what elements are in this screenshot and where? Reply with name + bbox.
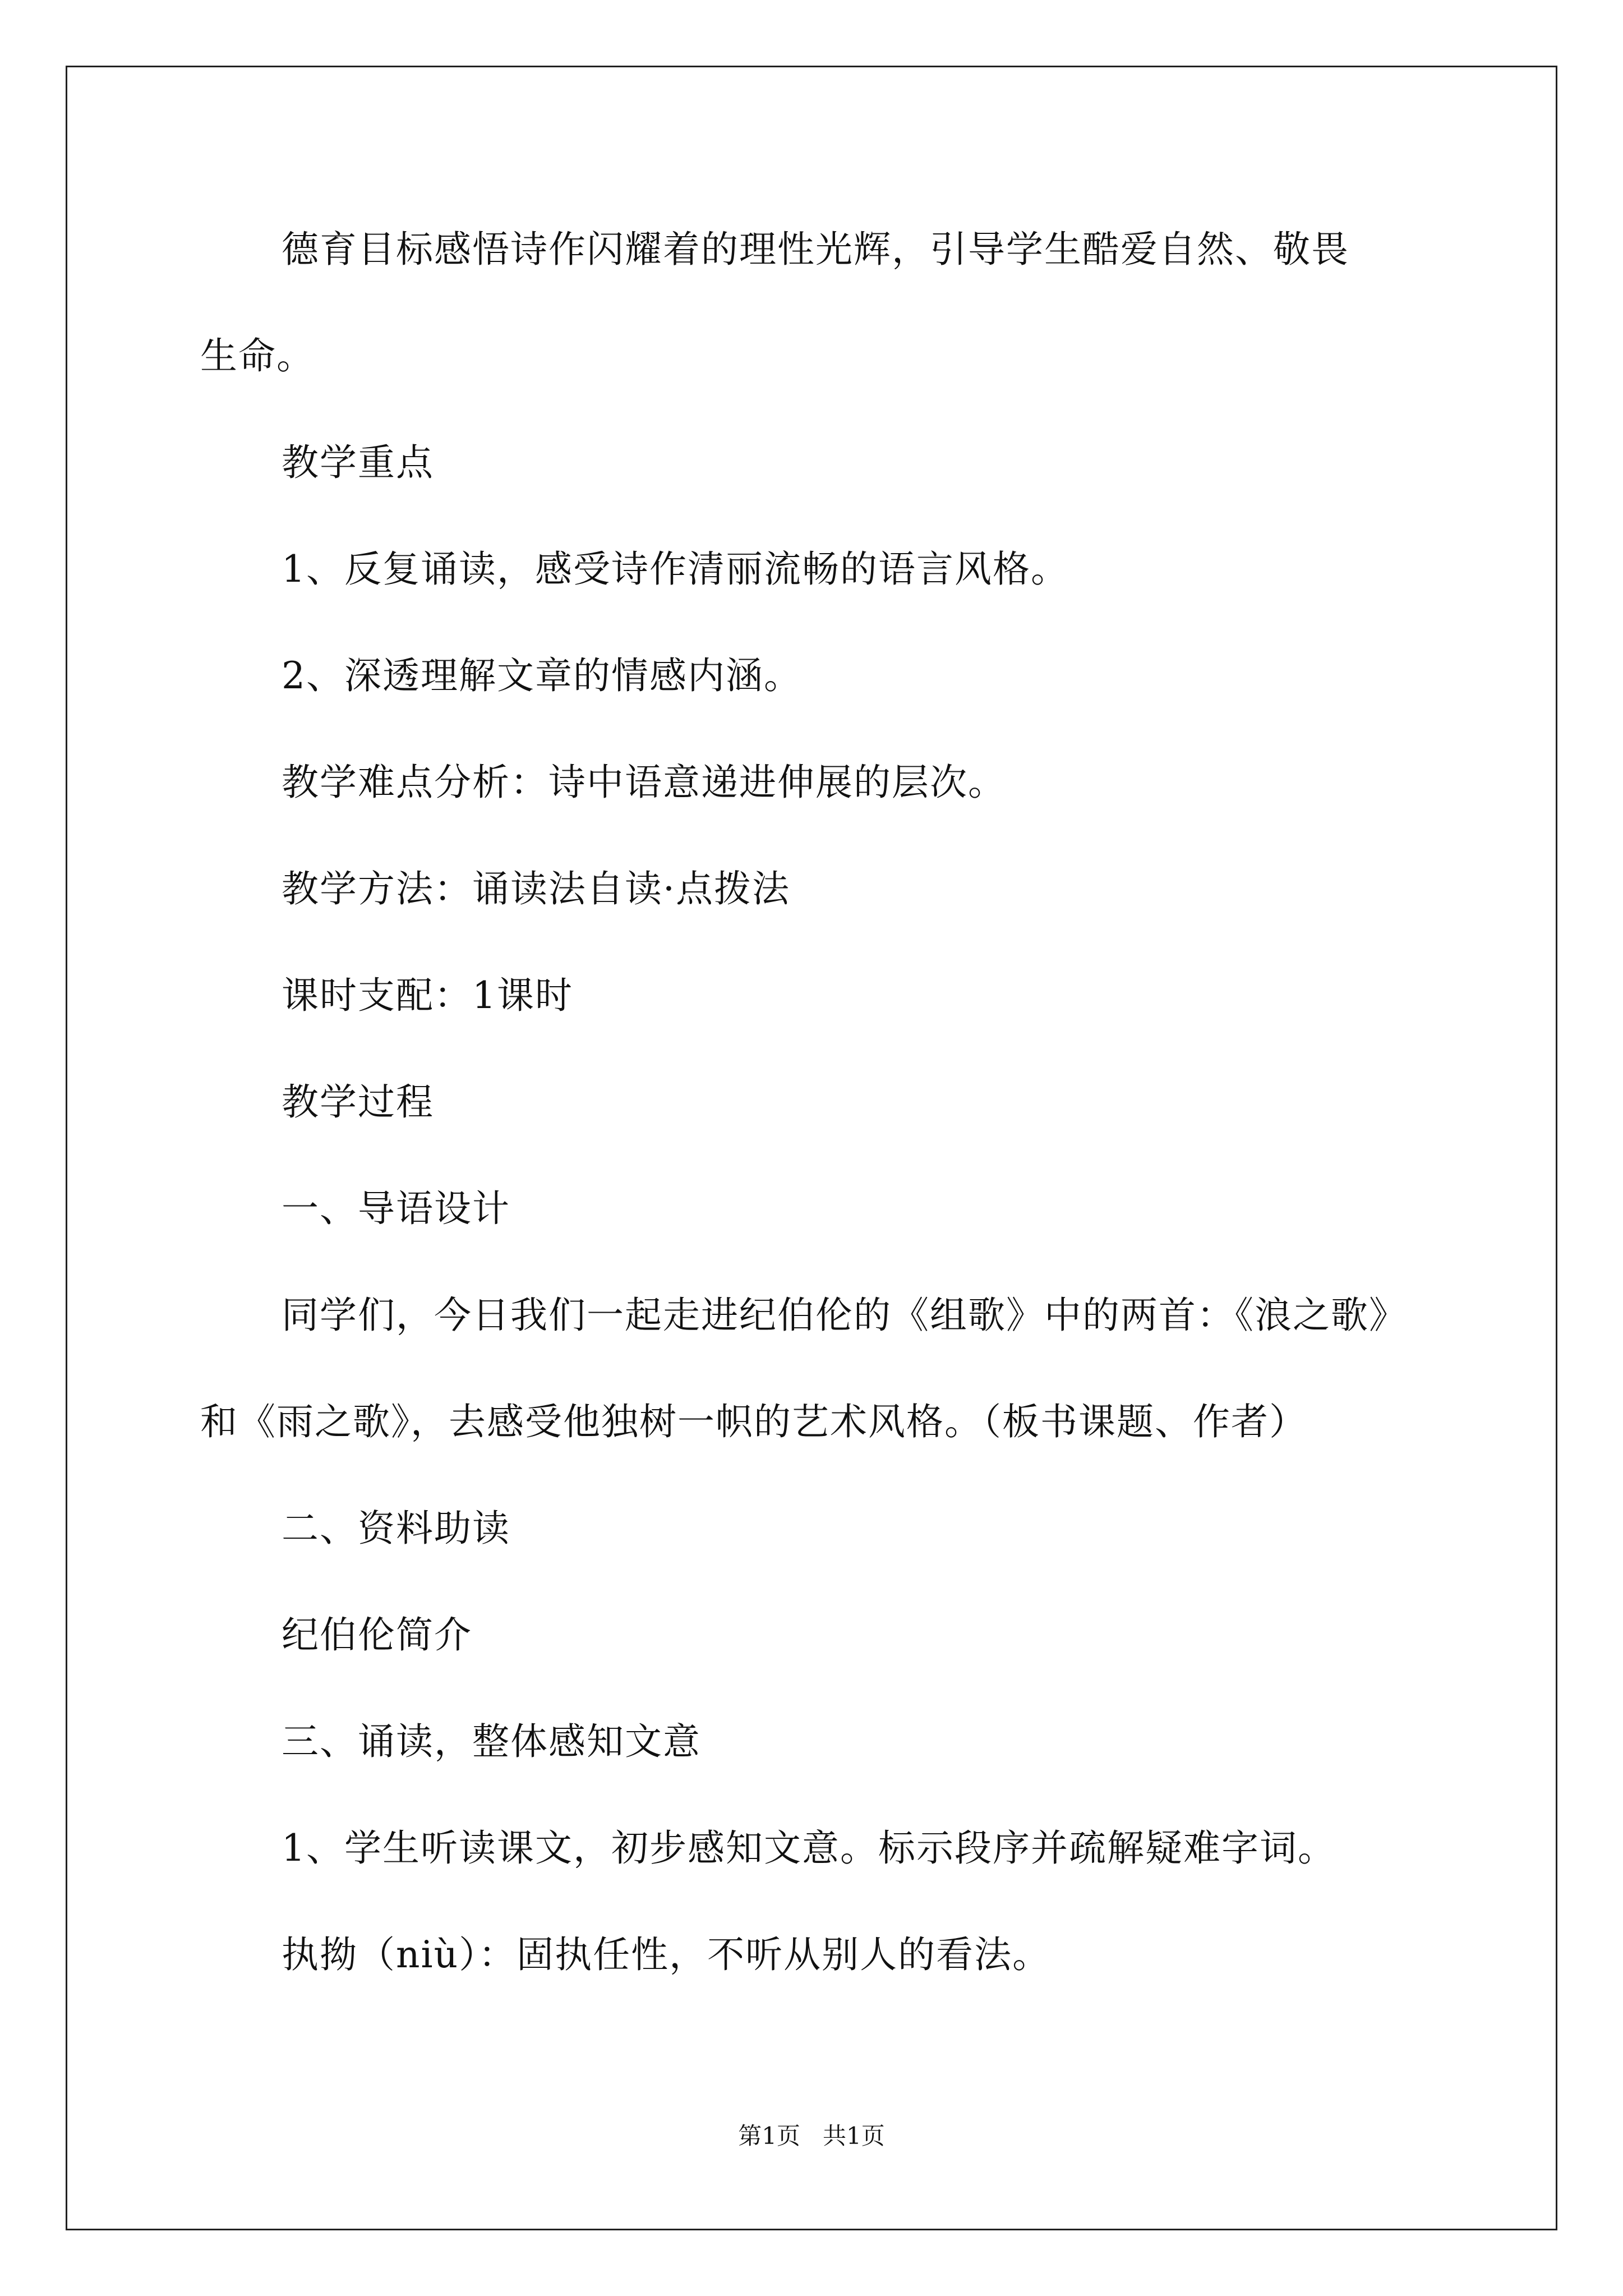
- paragraph-author-intro: 纪伯伦简介: [282, 1613, 472, 1657]
- paragraph-intro: 同学们，今日我们一起走进纪伯伦的《组歌》中的两首：《浪之歌》: [282, 1294, 1407, 1337]
- paragraph-intro-cont: 和《雨之歌》，去感受他独树一帜的艺术风格。（板书课题、作者）: [200, 1400, 1307, 1443]
- paragraph-moral-goal-cont: 生命。: [200, 334, 315, 378]
- heading-section-1: 一、导语设计: [282, 1187, 510, 1230]
- page-footer: 第1页 共1页: [738, 2122, 885, 2150]
- paragraph-focus-2: 2、深透理解文章的情感内涵。: [282, 654, 802, 697]
- paragraph-vocab: 执拗（niù）：固执任性，不听从别人的看法。: [282, 1933, 1051, 1976]
- paragraph-moral-goal: 德育目标感悟诗作闪耀着的理性光辉，引导学生酷爱自然、敬畏: [282, 228, 1349, 271]
- heading-teaching-process: 教学过程: [282, 1080, 434, 1124]
- paragraph-method: 教学方法：诵读法自读·点拨法: [282, 867, 790, 910]
- paragraph-schedule: 课时支配：1课时: [282, 974, 573, 1017]
- paragraph-difficulty: 教学难点分析：诗中语意递进伸展的层次。: [282, 761, 1006, 804]
- paragraph-reading-step-1: 1、学生听读课文，初步感知文意。标示段序并疏解疑难字词。: [282, 1826, 1336, 1870]
- heading-teaching-focus: 教学重点: [282, 441, 434, 484]
- heading-section-2: 二、资料助读: [282, 1507, 510, 1550]
- paragraph-focus-1: 1、反复诵读，感受诗作清丽流畅的语言风格。: [282, 547, 1069, 591]
- heading-section-3: 三、诵读，整体感知文意: [282, 1720, 701, 1763]
- page-border: [66, 66, 1557, 2230]
